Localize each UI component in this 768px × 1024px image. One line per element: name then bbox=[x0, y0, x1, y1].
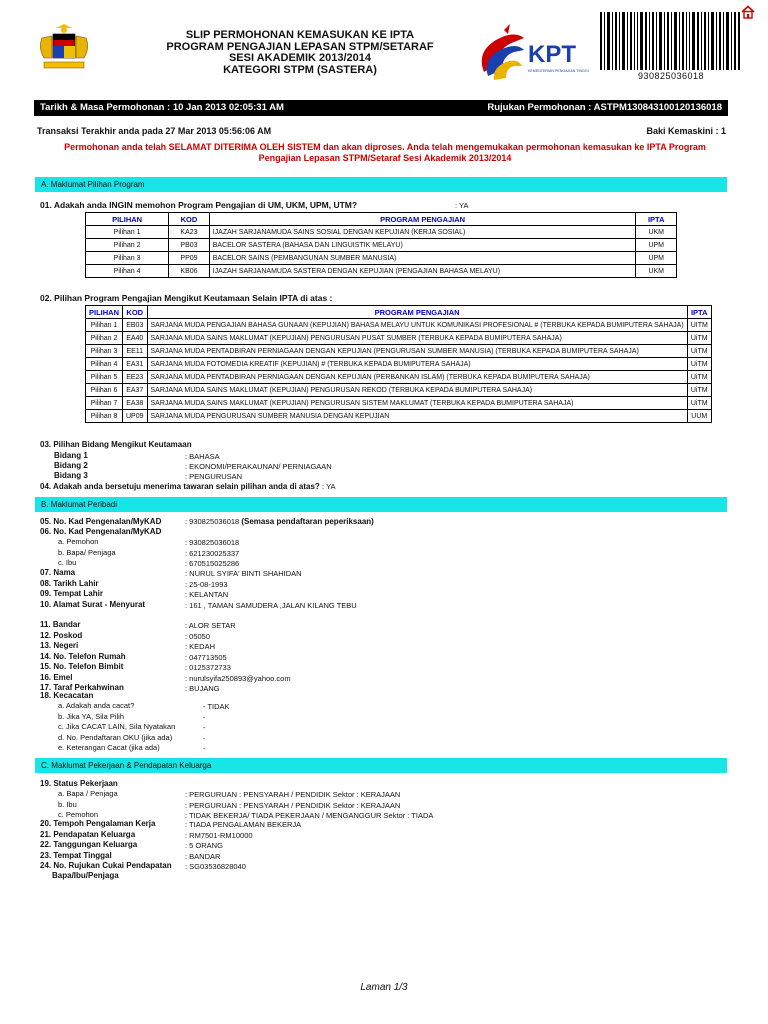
disability-item-label: c. Jika CACAT LAIN, Sila Nyatakan bbox=[58, 722, 176, 731]
q06-label: 06. No. Kad Pengenalan/MyKAD bbox=[40, 527, 162, 536]
col-kod: KOD bbox=[123, 306, 148, 319]
ipta-cell: UiTM bbox=[687, 397, 711, 410]
q05-label: 05. No. Kad Pengenalan/MyKAD bbox=[40, 517, 162, 526]
program-cell: IJAZAH SARJANAMUDA SASTERA DENGAN KEPUJIAN (PENGAJIAN BAHASA MELAYU) bbox=[209, 265, 636, 278]
program-cell: SARJANA MUDA SAINS MAKLUMAT (KEPUJIAN) PENGURUSAN PUSAT SUMBER (TERBUKA KEPADA BUMIPUTERA SAHAJA) bbox=[147, 332, 687, 345]
family-field-value: : BANDAR bbox=[185, 851, 221, 861]
ipta-cell: UUM bbox=[687, 410, 711, 423]
family-field-label: 24. No. Rujukan Cukai Pendapatan bbox=[40, 861, 172, 870]
section-b-header: B. Maklumat Peribadi bbox=[35, 497, 727, 512]
ic-item-label: b. Bapa/ Penjaga bbox=[58, 547, 116, 557]
table-row bbox=[86, 358, 712, 371]
choice-cell: Pilihan 3 bbox=[86, 345, 123, 358]
bidang-3-label: Bidang 3 bbox=[54, 471, 88, 480]
question-04 bbox=[40, 482, 336, 491]
personal-field-value: : 05050 bbox=[185, 631, 211, 641]
disability-item-label: b. Jika YA, Sila Pilih bbox=[58, 711, 125, 721]
code-cell: EB03 bbox=[123, 319, 148, 332]
code-cell: UP09 bbox=[123, 410, 148, 423]
personal-field-label: 15. No. Telefon Bimbit bbox=[40, 662, 124, 671]
col-pilihan: PILIHAN bbox=[86, 306, 123, 319]
home-icon[interactable] bbox=[741, 5, 755, 19]
table-row bbox=[86, 397, 712, 410]
choice-cell: Pilihan 2 bbox=[86, 239, 169, 252]
family-field-label: 21. Pendapatan Keluarga bbox=[40, 829, 136, 839]
ic-item-value: : 670515025286 bbox=[185, 559, 240, 568]
kpt-logo-text: KPT bbox=[528, 41, 576, 68]
disability-item-label: d. No. Pendaftaran OKU (jika ada) bbox=[58, 732, 173, 742]
program-cell: IJAZAH SARJANAMUDA SAINS SOSIAL DENGAN KEPUJIAN (KERJA SOSIAL) bbox=[209, 226, 636, 239]
personal-field-value: : KEDAH bbox=[185, 642, 216, 651]
family-field-label: 22. Tanggungan Keluarga bbox=[40, 840, 138, 849]
header-program: PROGRAM PENGAJIAN LEPASAN STPM/SETARAF bbox=[166, 40, 434, 53]
choice-cell: Pilihan 1 bbox=[86, 319, 123, 332]
remaining-updates: Baki Kemaskini : 1 bbox=[646, 126, 726, 136]
program-cell: SARJANA MUDA PENTADBIRAN PERNIAGAAN DENGAN KEPUJIAN (PENGURUSAN SUMBER MANUSIA) (TERBUKA KEPADA BUMIPUTERA SAHAJA) bbox=[147, 345, 687, 358]
q05-value bbox=[185, 517, 374, 526]
col-ipta: IPTA bbox=[687, 306, 711, 319]
table-row bbox=[86, 410, 712, 423]
program-cell: BACELOR SAINS (PEMBANGUNAN SUMBER MANUSIA) bbox=[209, 252, 636, 265]
header-title: SLIP PERMOHONAN KEMASUKAN KE IPTA bbox=[185, 29, 415, 41]
disability-item-value: - TIDAK bbox=[203, 702, 230, 711]
q24-label-line2: Bapa/Ibu/Penjaga bbox=[52, 871, 119, 880]
col-kod: KOD bbox=[169, 213, 210, 226]
employment-item-label: a. Bapa / Penjaga bbox=[58, 789, 118, 798]
ipta-cell: UiTM bbox=[687, 384, 711, 397]
program-choice-table-2 bbox=[85, 305, 712, 423]
code-cell: EA38 bbox=[123, 397, 148, 410]
disability-item-value: - bbox=[203, 744, 206, 753]
question-01: 01. Adakah anda INGIN memohon Program Pengajian di UM, UKM, UPM, UTM? bbox=[40, 200, 358, 210]
program-cell: SARJANA MUDA FOTOMEDIA KREATIF (KEPUJIAN) # (TERBUKA KEPADA BUMIPUTERA SAHAJA) bbox=[147, 358, 687, 371]
disability-item-value: - bbox=[203, 712, 206, 722]
personal-field-label: 10. Alamat Surat - Menyurat bbox=[40, 599, 146, 609]
application-datetime: Tarikh & Masa Permohonan : 10 Jan 2013 02:05:31 AM bbox=[40, 102, 284, 113]
disability-item-value: - bbox=[203, 733, 206, 743]
code-cell: EE11 bbox=[123, 345, 148, 358]
ipta-cell: UiTM bbox=[687, 371, 711, 384]
col-program: PROGRAM PENGAJIAN bbox=[209, 213, 636, 226]
ipta-cell: UPM bbox=[636, 252, 677, 265]
header-category: KATEGORI STPM (SASTERA) bbox=[223, 63, 377, 76]
choice-cell: Pilihan 5 bbox=[86, 371, 123, 384]
table-row bbox=[86, 345, 712, 358]
section-c-header: C. Maklumat Pekerjaan & Pendapatan Keluarga bbox=[35, 758, 727, 773]
col-program: PROGRAM PENGAJIAN bbox=[147, 306, 687, 319]
ic-item-label: a. Pemohon bbox=[58, 537, 99, 546]
kpt-logo bbox=[474, 22, 600, 94]
question-04-answer: : YA bbox=[322, 482, 336, 491]
malaysia-crest-logo bbox=[36, 24, 92, 72]
table-row bbox=[86, 319, 712, 332]
personal-field-value: : nurulsyifa250893@yahoo.com bbox=[185, 673, 291, 683]
personal-field-label: 09. Tempat Lahir bbox=[40, 589, 103, 598]
personal-field-value: : BUJANG bbox=[185, 684, 220, 693]
program-cell: SARJANA MUDA PENTADBIRAN PERNIAGAAN DENGAN KEPUJIAN (PERBANKAN ISLAM) (TERBUKA KEPADA BUMIPUTERA SAHAJA) bbox=[147, 371, 687, 384]
table-row bbox=[86, 226, 677, 239]
bidang-2-value: : EKONOMI/PERAKAUNAN/ PERNIAGAAN bbox=[185, 462, 332, 471]
program-cell: SARJANA MUDA PENGAJIAN BAHASA GUNAAN (KEPUJIAN) BAHASA MELAYU UNTUK KOMUNIKASI PROFESIONAL # (TERBUKA KEPADA BUMIPUTERA SAHAJA) bbox=[147, 319, 687, 332]
question-02: 02. Pilihan Program Pengajian Mengikut Keutamaan Selain IPTA di atas : bbox=[40, 293, 333, 303]
table-row bbox=[86, 332, 712, 345]
personal-field-label: 12. Poskod bbox=[40, 630, 83, 640]
code-cell: EA31 bbox=[123, 358, 148, 371]
question-04-text: 04. Adakah anda bersetuju menerima tawaran selain pilihan anda di atas? bbox=[40, 482, 320, 491]
table-row bbox=[86, 265, 677, 278]
ipta-cell: UKM bbox=[636, 226, 677, 239]
ipta-cell: UPM bbox=[636, 239, 677, 252]
ic-item-value: : 930825036018 bbox=[185, 538, 240, 547]
personal-field-value: : 161 , TAMAN SAMUDERA ,JALAN KILANG TEBU bbox=[185, 600, 357, 610]
family-field-value: : 5 ORANG bbox=[185, 841, 223, 850]
program-cell: BACELOR SASTERA (BAHASA DAN LINGUISTIK MELAYU) bbox=[209, 239, 636, 252]
family-field-label: 20. Tempoh Pengalaman Kerja bbox=[40, 819, 156, 828]
code-cell: KA23 bbox=[169, 226, 210, 239]
choice-cell: Pilihan 3 bbox=[86, 252, 169, 265]
bidang-1-value: : BAHASA bbox=[185, 452, 220, 461]
disability-item-value: - bbox=[203, 723, 206, 732]
employment-item-value: : PERGURUAN : PENSYARAH / PENDIDIK Sektor : KERAJAAN bbox=[185, 790, 401, 799]
personal-field-label: 11. Bandar bbox=[40, 620, 81, 629]
ic-item-value: : 621230025337 bbox=[185, 548, 240, 558]
table-row bbox=[86, 384, 712, 397]
personal-field-label: 16. Emel bbox=[40, 672, 73, 682]
personal-field-value: : ALOR SETAR bbox=[185, 621, 236, 630]
bidang-2-label: Bidang 2 bbox=[54, 461, 88, 470]
table-row bbox=[86, 252, 677, 265]
choice-cell: Pilihan 6 bbox=[86, 384, 123, 397]
success-notice: Permohonan anda telah SELAMAT DITERIMA OLEH SISTEM dan akan diproses. Anda telah mengemukakan permohonan kemasukan ke IPTA Program Pengajian Lepasan STPM/Setaraf Sesi Akademik 2013/2014 bbox=[64, 142, 706, 163]
program-choice-table-1 bbox=[85, 212, 677, 278]
page-number: Laman 1/3 bbox=[360, 982, 408, 993]
family-field-value: : TIADA PENGALAMAN BEKERJA bbox=[185, 820, 302, 829]
slip-header bbox=[130, 30, 470, 76]
employment-item-label: b. Ibu bbox=[58, 799, 77, 809]
disability-item-label: e. Keterangan Cacat (jika ada) bbox=[58, 743, 160, 752]
personal-field-label: 08. Tarikh Lahir bbox=[40, 578, 99, 588]
barcode bbox=[600, 12, 740, 70]
ipta-cell: UiTM bbox=[687, 332, 711, 345]
employment-item-value: : PERGURUAN : PENSYARAH / PENDIDIK Sektor : KERAJAAN bbox=[185, 800, 401, 810]
last-transaction: Transaksi Terakhir anda pada 27 Mar 2013 05:56:06 AM bbox=[37, 126, 272, 136]
bidang-1-label: Bidang 1 bbox=[54, 451, 88, 460]
program-cell: SARJANA MUDA PENGURUSAN SUMBER MANUSIA DENGAN KEPUJIAN bbox=[147, 410, 687, 423]
code-cell: EE23 bbox=[123, 371, 148, 384]
personal-field-value: : 0125372733 bbox=[185, 663, 231, 672]
disability-item-label: a. Adakah anda cacat? bbox=[58, 701, 135, 710]
question-03: 03. Pilihan Bidang Mengikut Keutamaan bbox=[40, 440, 192, 449]
col-ipta: IPTA bbox=[636, 213, 677, 226]
choice-cell: Pilihan 8 bbox=[86, 410, 123, 423]
application-reference: Rujukan Permohonan : ASTPM130843100120136018 bbox=[487, 102, 722, 113]
col-pilihan: PILIHAN bbox=[86, 213, 169, 226]
q19-label: 19. Status Pekerjaan bbox=[40, 779, 118, 788]
choice-cell: Pilihan 4 bbox=[86, 358, 123, 371]
choice-cell: Pilihan 1 bbox=[86, 226, 169, 239]
program-cell: SARJANA MUDA SAINS MAKLUMAT (KEPUJIAN) PENGURUSAN REKOD (TERBUKA KEPADA BUMIPUTERA SAHAJA) bbox=[147, 384, 687, 397]
ipta-cell: UiTM bbox=[687, 358, 711, 371]
ipta-cell: UITM bbox=[687, 319, 711, 332]
choice-cell: Pilihan 7 bbox=[86, 397, 123, 410]
q05-note: (Semasa pendaftaran peperiksaan) bbox=[241, 517, 374, 526]
barcode-number: 930825036018 bbox=[637, 71, 705, 81]
choice-cell: Pilihan 2 bbox=[86, 332, 123, 345]
ipta-cell: UKM bbox=[636, 265, 677, 278]
kpt-logo-subtext: KEMENTERIAN PENGAJIAN TINGGI bbox=[528, 69, 589, 73]
code-cell: PP09 bbox=[169, 252, 210, 265]
choice-cell: Pilihan 4 bbox=[86, 265, 169, 278]
personal-field-value: : 047713505 bbox=[185, 652, 227, 662]
program-cell: SARJANA MUDA SAINS MAKLUMAT (KEPUJIAN) PENGURUSAN SISTEM MAKLUMAT (TERBUKA KEPADA BUMIPUTERA SAHAJA) bbox=[147, 397, 687, 410]
bidang-3-value: : PENGURUSAN bbox=[185, 472, 243, 481]
family-field-value: : RM7501-RM10000 bbox=[185, 830, 253, 840]
table-row bbox=[86, 239, 677, 252]
code-cell: PB03 bbox=[169, 239, 210, 252]
ic-item-label: c. Ibu bbox=[58, 558, 77, 567]
employment-item-value: : TIDAK BEKERJA/ TIADA PEKERJAAN / MENGANGGUR Sektor : TIADA bbox=[185, 811, 434, 820]
code-cell: EA40 bbox=[123, 332, 148, 345]
header-session: SESI AKADEMIK 2013/2014 bbox=[228, 52, 372, 64]
q18-label: 18. Kecacatan bbox=[40, 691, 94, 700]
section-a-header: A. Maklumat Pilihan Program bbox=[35, 177, 727, 192]
personal-field-label: 17. Taraf Perkahwinan bbox=[40, 683, 124, 692]
personal-field-value: : 25-08-1993 bbox=[185, 579, 228, 589]
personal-field-value: : NURUL SYIFA' BINTI SHAHIDAN bbox=[185, 569, 302, 578]
employment-item-label: c. Pemohon bbox=[58, 810, 99, 819]
personal-field-label: 14. No. Telefon Rumah bbox=[40, 651, 126, 661]
ipta-cell: UiTM bbox=[687, 345, 711, 358]
q05-ic: : 930825036018 bbox=[185, 517, 240, 526]
family-field-label: 23. Tempat Tinggal bbox=[40, 850, 112, 860]
personal-field-value: : KELANTAN bbox=[185, 590, 229, 599]
table-row bbox=[86, 371, 712, 384]
personal-field-label: 07. Nama bbox=[40, 568, 76, 577]
code-cell: EA37 bbox=[123, 384, 148, 397]
question-01-answer: : YA bbox=[455, 201, 469, 210]
code-cell: KB06 bbox=[169, 265, 210, 278]
family-field-value: : SG03536828040 bbox=[185, 862, 246, 871]
application-info-bar bbox=[34, 100, 728, 116]
personal-field-label: 13. Negeri bbox=[40, 641, 79, 650]
